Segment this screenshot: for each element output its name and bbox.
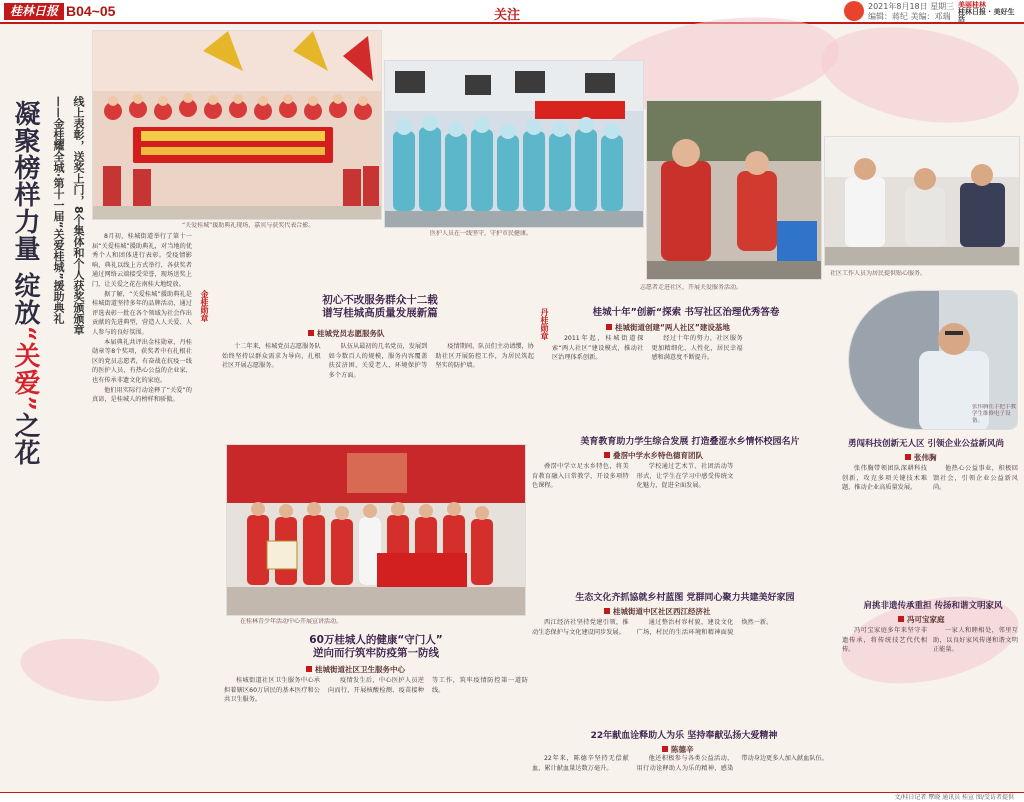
brand-logo: 桂林日报 <box>4 3 64 20</box>
editor-line: 编辑：蒋纪 美编：邓瑞 <box>868 12 951 21</box>
byline-text: 叠滘中学水乡特色德育团队 <box>613 451 703 460</box>
article-paragraph: 疫情发生后，中心医护人员逆向而行，开展核酸检测、疫苗接种等工作，筑牢疫情防控第一道防线。 <box>328 677 528 694</box>
article-paragraph: 十二年来，桂城党员志愿服务队始终坚持以群众需求为导向，扎根社区开展志愿服务。 <box>222 343 321 370</box>
caption-photo-6: 在桂林青少年活动中心开展宣讲活动。 <box>240 618 343 625</box>
section-title: 关注 <box>494 8 521 23</box>
article-paragraph: 2011年起，桂城街道探索“两人社区”建设模式，推动社区治理体系创新。 <box>552 335 644 362</box>
partner-logo <box>958 2 1020 22</box>
caption-photo-7: 张伟胸在手把手教学生维修电子设备。 <box>972 404 1017 424</box>
intro-paragraph: 8月初，桂城街道举行了第十一届“关爱桂城”援助典礼，对当地的优秀个人和团体进行表彰。受疫情影响，典礼以线上方式举行，各获奖者通过网络云端接受荣誉，现场送奖上门，让关爱之花在南桂大地绽放。 <box>92 233 192 288</box>
article-paragraph: 经过十年的努力，社区服务更加精细化、人性化，居民幸福感和满意度不断提升。 <box>651 335 743 362</box>
intro-paragraph: 他们用实际行动诠释了“关爱”的真谛，是桂城人的榜样和骄傲。 <box>92 386 192 404</box>
bullet-icon <box>308 330 314 336</box>
article-5-body <box>224 676 528 788</box>
byline-text: 桂城街道社区卫生服务中心 <box>315 665 405 674</box>
article-5-title <box>226 634 526 660</box>
article-4-byline <box>604 606 711 617</box>
caption-photo-4: 社区工作人员为居民提供贴心服务。 <box>830 270 927 277</box>
article-3-byline <box>604 450 703 461</box>
article-paragraph: 西江经济社坚持党建引领，推动生态保护与文化建设同步发展。 <box>532 619 629 636</box>
article-paragraph: 通过整治村容村貌，建设文化广场，村民的生活环境和精神面貌焕然一新。 <box>636 619 773 636</box>
article-6-title: 22年献血诠释助人为乐 坚持奉献弘扬大爱精神 <box>590 731 778 741</box>
bullet-icon <box>604 608 610 614</box>
article-1-body <box>222 342 534 440</box>
main-headline <box>10 100 40 540</box>
bullet-icon <box>604 452 610 458</box>
bullet-icon <box>898 616 904 622</box>
article-2-title: 桂城十年”创新“探索 书写社区治理优秀答卷 <box>592 307 780 318</box>
article-2-body <box>552 334 842 424</box>
publish-date <box>868 2 954 22</box>
article-1-byline <box>308 328 385 339</box>
article-8-byline <box>898 614 945 625</box>
headline-suffix: 之花 <box>10 411 40 466</box>
byline-text: 陈德辛 <box>671 745 694 754</box>
article-5-title-line1: 60万桂城人的健康“守门人” <box>309 634 443 646</box>
headline-highlight: “关爱” <box>10 326 40 412</box>
page-footer: 文/桂日记者 覃晓 通讯员 桂宣 图/受访者提供 <box>0 792 1024 802</box>
article-8-title: 肩挑非遗传承重担 传扬和谐文明家风 <box>863 601 1003 611</box>
byline-text: 冯可宝家庭 <box>907 615 945 624</box>
article-paragraph: 疫情期间，队员们主动请缨，协助社区开展防控工作，为居民筑起坚实的防护墙。 <box>435 343 534 370</box>
flag-group-image <box>227 445 526 616</box>
bullet-icon <box>306 666 312 672</box>
photo-volunteers <box>646 100 822 280</box>
article-paragraph: 22年来，陈德辛坚持无偿献血，累计献血量达数万毫升。 <box>532 755 629 772</box>
article-paragraph: 叠滘中学立足水乡特色，将美育教育融入日常教学，开设多项特色课程。 <box>532 463 629 490</box>
article-paragraph: 学校通过艺术节、社团活动等形式，让学生在学习中感受传统文化魅力，促进全面发展。 <box>636 463 734 490</box>
article-3-body <box>532 462 838 602</box>
photo-flag-group <box>226 444 526 616</box>
article-1-title <box>230 294 530 320</box>
article-paragraph: 他还积极参与各类公益活动，用行动诠释助人为乐的精神，感染带动身边更多人加入献血队伍。 <box>636 755 828 772</box>
partner-logo-text: 美丽桂林 <box>958 1 986 9</box>
article-1-title-line2: 谱写桂城高质量发展新篇 <box>322 307 438 319</box>
article-4-title: 生态文化齐抓協就乡村蓝图 党群同心聚力共建美好家园 <box>575 593 795 603</box>
byline-text: 桂城街道中区社区西江经济社 <box>613 607 711 616</box>
intro-column-1 <box>92 232 192 672</box>
headline-prefix: 凝聚榜样力量 绽放 <box>10 100 40 327</box>
date-line: 2021年8月18日 星期三 <box>868 2 955 11</box>
article-7-byline <box>905 452 937 463</box>
article-8-body <box>842 626 1018 788</box>
article-7-body <box>842 464 1018 598</box>
byline-text: 张伟胸 <box>914 453 937 462</box>
byline-text: 桂城街道创建“两人社区”建设基地 <box>615 323 730 332</box>
bullet-icon <box>662 746 668 752</box>
caption-photo-2: 医护人员在一线坚守，守护市民健康。 <box>430 230 533 237</box>
volunteers-image <box>647 101 822 280</box>
caption-photo-3: 志愿者走进社区，开展关爱服务活动。 <box>640 284 743 291</box>
medical-team-image <box>385 61 644 228</box>
article-7-title: 勇闯科技创新无人区 引领企业公益新风尚 <box>848 439 1004 449</box>
masthead <box>0 0 1024 24</box>
article-paragraph: 队伍从最初的几名党员，发展到如今数百人的规模，服务内容覆盖扶贫济困、关爱老人、环境保护等多个方面。 <box>328 343 428 379</box>
article-paragraph: 他热心公益事业，积极回馈社会，引领企业公益新风尚。 <box>933 465 1018 492</box>
article-paragraph: 一家人和睦相处，邻里互助，以良好家风传递和谐文明正能量。 <box>933 627 1018 654</box>
decoration <box>814 13 1024 136</box>
medal-tag-gold: 金桂勋章 <box>200 290 209 322</box>
article-5-byline <box>306 664 405 675</box>
byline-text: 桂城党员志愿服务队 <box>317 329 385 338</box>
article-paragraph: 冯可宝家庭多年来坚守非遗传承，将传统技艺代代相传。 <box>842 627 927 654</box>
deck-line-1: ——金桂耀全城·第十一届“关爱桂城”援助典礼 <box>52 96 65 324</box>
article-paragraph: 桂城街道社区卫生服务中心承担着辖区60万居民的基本医疗和公共卫生服务。 <box>224 677 320 704</box>
article-5-title-line2: 逆向而行筑牢防疫第一防线 <box>313 647 439 659</box>
article-paragraph: 张伟胸带领团队深耕科技创新，攻克多项关键技术难题，推动企业高质量发展。 <box>842 465 927 492</box>
page-number: B04~05 <box>66 3 116 19</box>
partner-name: 桂林日报 · 美好生活 <box>958 8 1015 23</box>
photo-community-staff <box>824 136 1020 266</box>
article-1-title-line1: 初心不改服务群众十二载 <box>322 294 438 306</box>
caption-photo-1: “关爱桂城”援助典礼现场，嘉宾与获奖代表合影。 <box>182 222 315 229</box>
article-6-body <box>532 754 838 790</box>
photo-medical-team <box>384 60 644 228</box>
intro-paragraph: 据了解，“关爱桂城”援助典礼是桂城街道坚持多年的品牌活动，通过评选表彰一批在各个领域为社会作出贡献的先进典型，营造人人关爱、人人参与的良好氛围。 <box>92 290 192 336</box>
article-3-title: 美育教育助力学生综合发展 打造叠涩水乡情怀校园名片 <box>580 437 800 447</box>
community-staff-image <box>825 137 1020 266</box>
article-2-byline <box>606 322 730 333</box>
intro-paragraph: 本届典礼共评出金桂勋章、丹桂勋章等8个奖项，获奖者中有扎根社区的党员志愿者，有奋战在抗疫一线的医护人员，有热心公益的企业家，也有传承非遗文化的家庭。 <box>92 338 192 384</box>
deck-line-2: 线上表彰，送奖上门，8个集体和个人获奖颁颁章 <box>72 96 85 335</box>
sun-logo-icon <box>844 1 864 21</box>
bullet-icon <box>905 454 911 460</box>
bullet-icon <box>606 324 612 330</box>
article-4-body <box>532 618 838 726</box>
group-photo-image <box>93 31 382 220</box>
medal-tag-red: 丹桂勋章 <box>540 308 549 340</box>
photo-group-ceremony <box>92 30 382 220</box>
